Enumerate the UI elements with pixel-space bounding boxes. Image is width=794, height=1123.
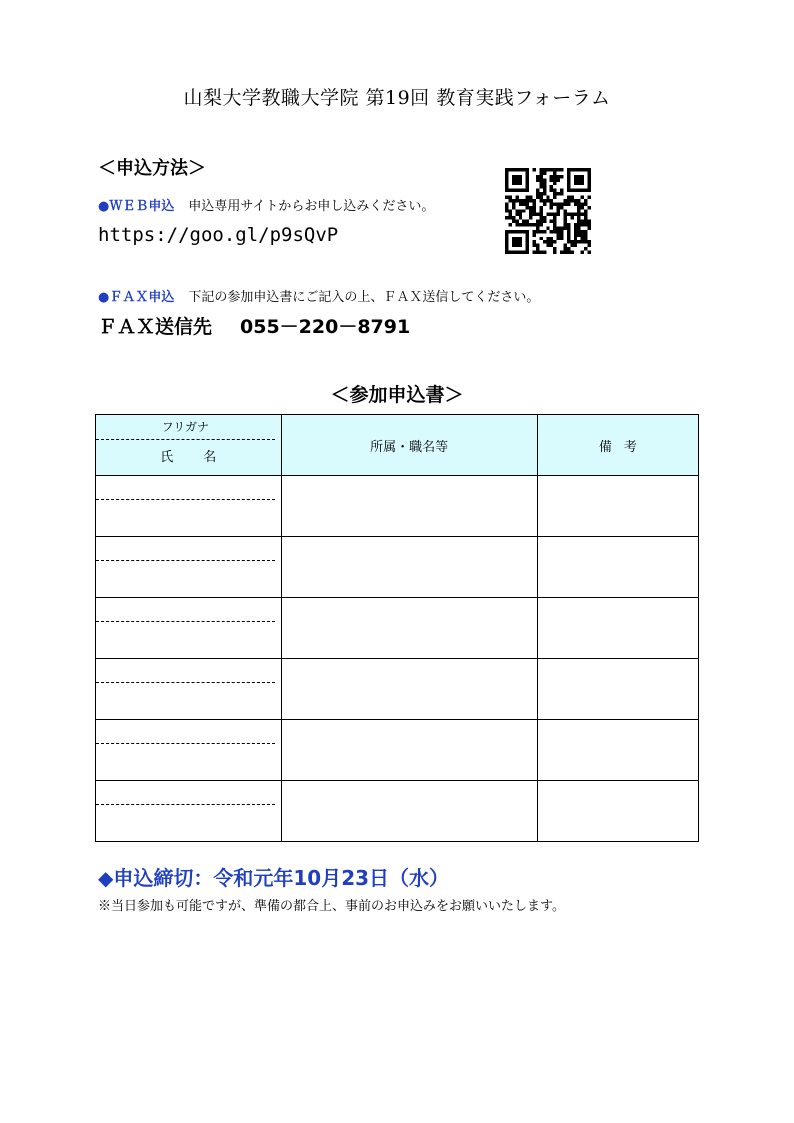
furigana-header: フリガナ — [96, 415, 275, 440]
form-row — [96, 537, 699, 598]
notes-entry-cell[interactable] — [537, 781, 698, 842]
form-row — [96, 659, 699, 720]
fax-application-line — [98, 286, 539, 305]
fax-number-label: ＦＡＸ送信先 — [98, 316, 213, 338]
affiliation-entry-cell[interactable] — [281, 720, 537, 781]
affiliation-entry-cell[interactable] — [281, 659, 537, 720]
note: ※当日参加も可能ですが、準備の都合上、事前のお申込みをお願いいたします。 — [98, 899, 565, 914]
notes-entry-cell[interactable] — [537, 537, 698, 598]
notes-entry-cell[interactable] — [537, 659, 698, 720]
furigana-divider — [96, 499, 275, 500]
qr-code-icon[interactable] — [505, 168, 591, 254]
name-entry-cell[interactable] — [96, 537, 282, 598]
name-entry-cell[interactable] — [96, 659, 282, 720]
name-entry-cell[interactable] — [96, 781, 282, 842]
affiliation-entry-cell[interactable] — [281, 537, 537, 598]
form-row — [96, 476, 699, 537]
web-application-label: ●ＷＥＢ申込 — [98, 199, 175, 214]
fax-number: 055－220－8791 — [240, 316, 411, 338]
form-heading: ＜参加申込書＞ — [330, 384, 464, 406]
affiliation-entry-cell[interactable] — [281, 476, 537, 537]
fax-application-label: ●ＦＡＸ申込 — [98, 290, 175, 305]
deadline: ◆申込締切：令和元年10月23日（水） — [98, 866, 450, 890]
notes-entry-cell[interactable] — [537, 598, 698, 659]
web-application-line — [98, 195, 434, 214]
application-form-table — [95, 414, 699, 842]
furigana-divider — [96, 804, 275, 805]
affiliation-entry-cell[interactable] — [281, 781, 537, 842]
affiliation-header: 所属・職名等 — [281, 415, 537, 476]
name-entry-cell[interactable] — [96, 476, 282, 537]
name-entry-cell[interactable] — [96, 598, 282, 659]
form-row — [96, 598, 699, 659]
name-entry-cell[interactable] — [96, 720, 282, 781]
furigana-divider — [96, 560, 275, 561]
affiliation-entry-cell[interactable] — [281, 598, 537, 659]
furigana-divider — [96, 621, 275, 622]
application-url[interactable]: https://goo.gl/p9sQvP — [98, 224, 339, 246]
furigana-divider — [96, 682, 275, 683]
furigana-divider — [96, 743, 275, 744]
notes-header: 備考 — [537, 415, 698, 476]
name-header: 氏名 — [160, 450, 247, 465]
form-row — [96, 720, 699, 781]
notes-entry-cell[interactable] — [537, 720, 698, 781]
form-row — [96, 781, 699, 842]
web-application-desc: 申込専用サイトからお申し込みください。 — [188, 199, 435, 214]
page-title: 山梨大学教職大学院 第19回 教育実践フォーラム — [183, 87, 611, 109]
fax-number-line — [98, 312, 410, 339]
fax-application-desc: 下記の参加申込書にご記入の上、ＦＡＸ送信してください。 — [188, 290, 540, 305]
method-heading: ＜申込方法＞ — [98, 158, 206, 179]
notes-entry-cell[interactable] — [537, 476, 698, 537]
name-header-cell — [96, 415, 282, 476]
